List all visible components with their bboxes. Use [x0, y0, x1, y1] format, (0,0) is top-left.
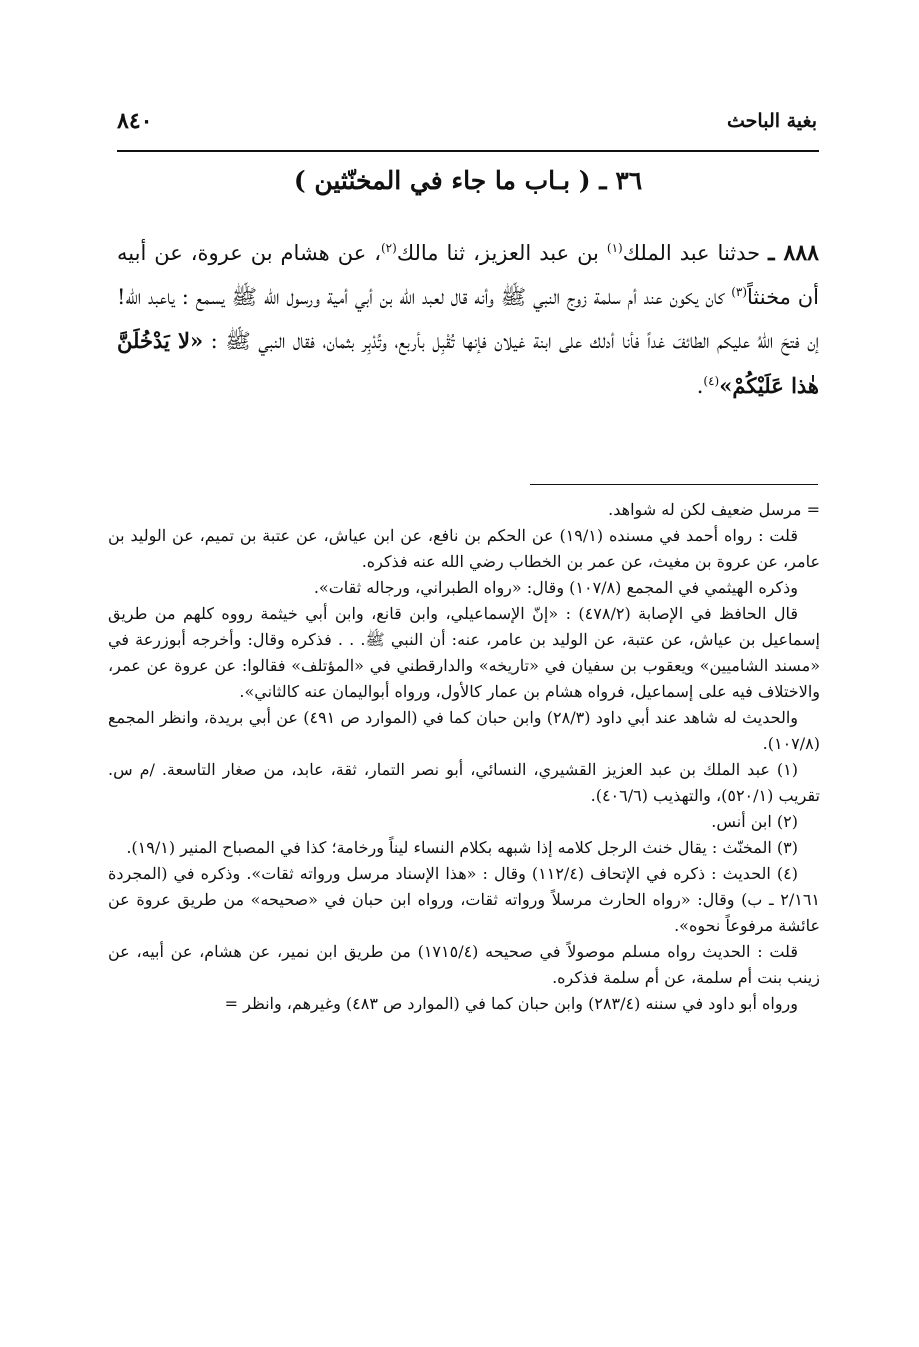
header-rule: [117, 150, 819, 152]
footnote-paragraph: قلت : الحديث رواه مسلم موصولاً في صحيحه (١٧١٥/٤) من طريق ابن نمير، عن هشام، عن أبيه، عن زينب بنت أم سلمة، عن أم سلمة فذكره.: [108, 942, 820, 987]
footnote-separator: [530, 484, 818, 485]
chapter-title: ٣٦ ـ ( بـاب ما جاء في المخنّثين ): [293, 166, 643, 195]
hadith-segment: حدثنا عبد الملك: [622, 241, 761, 265]
page-header: [117, 104, 817, 138]
hadith-text: [117, 232, 819, 408]
footnote-paragraph: وذكره الهيثمي في المجمع (١٠٧/٨) وقال: «رواه الطبراني، ورجاله ثقات».: [313, 578, 798, 597]
prophet-quote: «لا يَدْخُلَنَّ هٰذا عَلَيْكُمْ»: [117, 328, 819, 398]
footnote-paragraph: (٢) ابن أنس.: [711, 812, 798, 831]
footnote-paragraph: (١) عبد الملك بن عبد العزيز القشيري، النسائي، أبو نصر التمار، ثقة، عابد، من صغار التاسعة. /م س. تقريب (٥٢٠/١)، والتهذيب (٤٠٦/٦).: [108, 760, 820, 805]
hadith-segment: ، عن هشام بن عروة، عن أبيه أن مخنثاً: [117, 241, 820, 309]
footnote-paragraph: والحديث له شاهد عند أبي داود (٢٨/٣) وابن حبان كما في (الموارد ص ٤٩١) عن أبي بريدة، وانظر المجمع (١٠٧/٨).: [108, 708, 820, 753]
hadith-number: ٨٨٨ ـ: [768, 240, 819, 266]
hadith-segment: كان يكون عند أم سلمة زوج النبي ﷺ وأنه قال لعبد الله بن أبي أمية ورسول الله ﷺ يسمع : ياعبد الله! إن فتحَ اللهُ عليكم الطائفَ غداً فأنا أدلك على ابنة غيلان فإنها تُقْبِل بأربع، وتُدْبِر بثمان، فقال النبي ﷺ :: [117, 284, 820, 353]
book-title: بغية الباحث: [727, 110, 817, 132]
footnote-ref-4: (٤): [703, 373, 720, 388]
footnotes: [108, 497, 820, 1017]
footnote-paragraph: = مرسل ضعيف لكن له شواهد.: [608, 500, 820, 519]
footnote-paragraph: (٤) الحديث : ذكره في الإتحاف (١١٢/٤) وقال : «هذا الإسناد مرسل ورواته ثقات». وذكره في (المجردة ٢/١٦١ ـ ب) وقال: «رواه الحارث مرسلاً ورواته ثقات، ورواه ابن حبان في «صحيحه» من طريق عروة عن عائشة مرفوعاً نحوه».: [108, 864, 820, 935]
footnote-ref-1: (١): [606, 241, 623, 255]
footnote-paragraph: ورواه أبو داود في سننه (٢٨٣/٤) وابن حبان كما في (الموارد ص ٤٨٣) وغيرهم، وانظر =: [224, 994, 798, 1013]
hadith-segment: بن عبد العزيز، ثنا مالك: [396, 241, 607, 265]
footnote-paragraph: قال الحافظ في الإصابة (٤٧٨/٢) : «إنّ الإسماعيلي، وابن قانع، وابن أبي خيثمة رووه كلهم من طريق إسماعيل بن عياش، عن عتبة، عن الوليد بن عامر، عنه: أن النبي ﷺ. . . فذكره وقال: وأخرجه أبوزرعة في «مسند الشاميين» ويعقوب بن سفيان في «تاريخه» والدارقطني في «المؤتلف» فقالوا: عن عروة عن عمر، والاختلاف فيه على إسماعيل، فرواه هشام بن عمار كالأول، ورواه أبواليمان عنه كالثاني».: [108, 604, 821, 701]
page-number: ٨٤٠: [117, 108, 153, 134]
footnote-ref-2: (٢): [380, 241, 397, 255]
footnote-ref-3: (٣): [731, 284, 748, 299]
hadith-end: .: [696, 373, 704, 398]
footnote-paragraph: قلت : رواه أحمد في مسنده (١٩/١) عن الحكم بن نافع، عن ابن عياش، عن عتبة بن تميم، عن الوليد بن عامر، عن عروة بن مغيث، عن عمر بن الخطاب رضي الله عنه فذكره.: [108, 526, 820, 571]
footnote-paragraph: (٣) المخنّث : يقال خنث الرجل كلامه إذا شبهه بكلام النساء ليناً ورخامة؛ كذا في المصباح المنير (١٩/١).: [126, 838, 798, 857]
